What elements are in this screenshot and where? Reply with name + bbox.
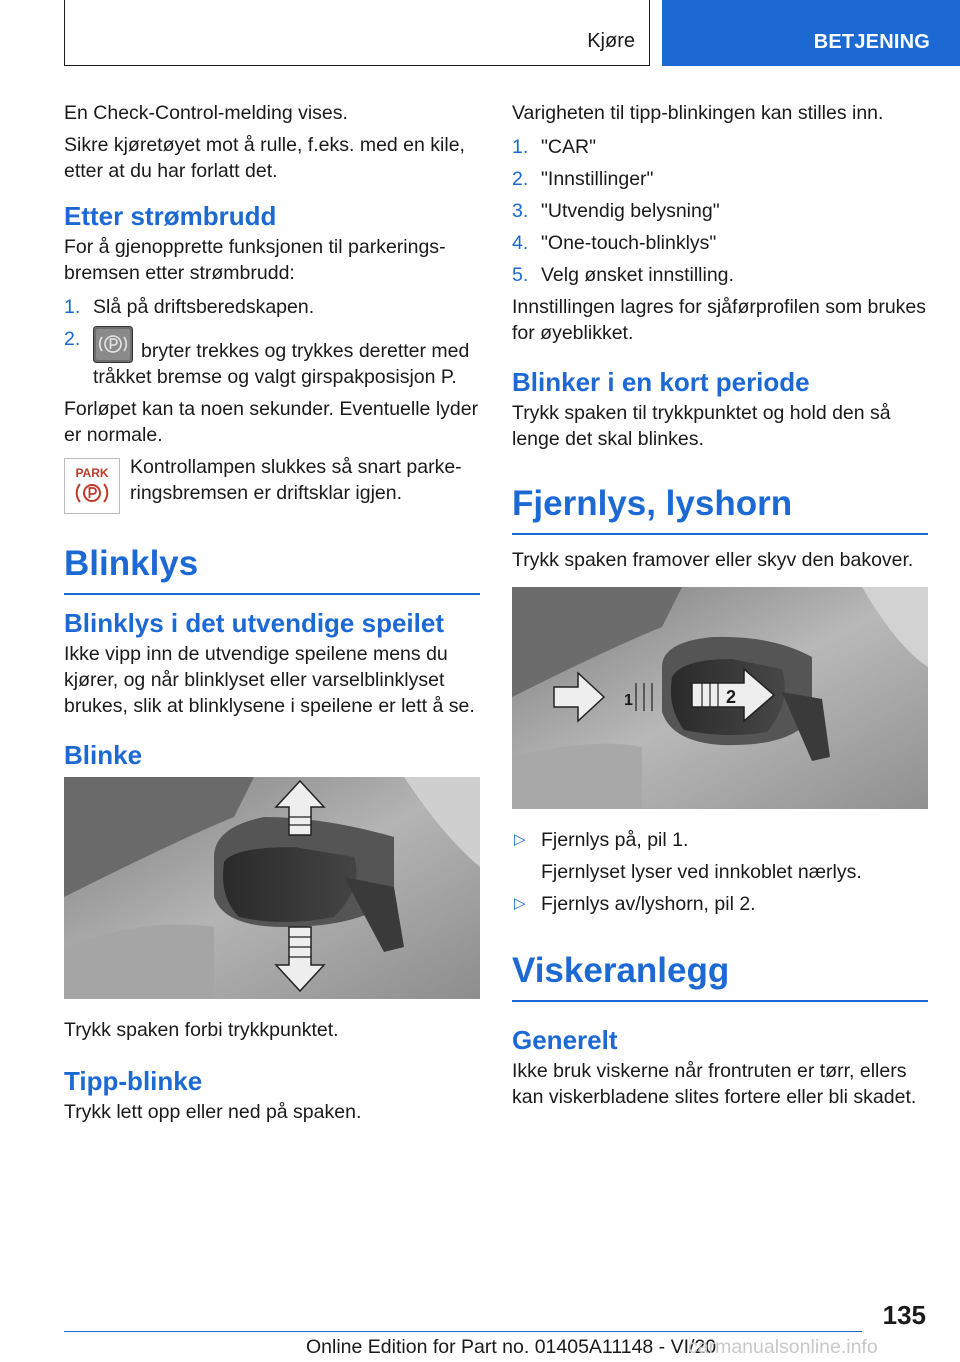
step-number: 3. [512,200,529,222]
right-column [512,100,928,1116]
paragraph: Trykk lett opp eller ned på spaken. [64,1101,362,1123]
step-number: 1. [64,296,81,318]
paragraph: Ikke vipp inn de utvendige speilene mens du kjører, og når blinklyset eller varselblinklyset brukes, slik at blinklysene i speilene er lett å se. [64,643,475,717]
step-number: 4. [512,232,529,254]
arrow-2-label: 2 [726,687,737,707]
list-item [64,326,480,390]
step-number: 2. [512,168,529,190]
bullet-text: Fjernlys på, pil 1. [541,829,689,851]
heading-general: Generelt [512,1025,618,1055]
list-item [512,891,928,917]
indicator-notice [64,458,480,514]
turn-signal-lever-photo [64,777,480,999]
heading-mirror-signals: Blinklys i det utvendige speilet [64,608,444,638]
section-title: BETJENING [813,31,930,53]
paragraph: Sikre kjøretøyet mot å rulle, f.eks. med en kile, etter at du har forlatt det. [64,134,465,182]
list-item [64,294,480,320]
park-label: PARK [75,466,109,480]
page-number: 135 [882,1300,926,1330]
paragraph: Trykk spaken forbi trykkpunktet. [64,1019,339,1041]
chapter-title: Kjøre [587,30,635,52]
step-text: "Utvendig belysning" [541,200,720,222]
high-beam-bullets [512,827,928,853]
arrow-1-label: 1 [624,692,633,709]
step-text: "One-touch-blinklys" [541,232,717,254]
edition-text: Online Edition for Part no. 01405A11148 - VI/20 [306,1336,717,1358]
triangle-bullet-icon: ▷ [514,895,526,912]
high-beam-lever-photo [512,587,928,809]
bullet-subtext: Fjernlyset lyser ved innkoblet nærlys. [541,861,862,883]
step-number: 5. [512,264,529,286]
header-chapter-box [64,0,650,66]
paragraph: En Check-Control-melding vises. [64,102,348,124]
power-steps-list [64,294,480,390]
notice-text: Kontrollampen slukkes så snart parkeringsbremsen er driftsklar igjen. [130,456,462,504]
high-beam-bullets [512,891,928,917]
paragraph: For å gjenopprette funksjonen til parkeringsbremsen etter strømbrudd: [64,236,446,284]
setting-steps-list [512,134,928,288]
heading-blink: Blinke [64,740,143,770]
footer-divider [64,1331,862,1332]
heading-high-beam: Fjernlys, lyshorn [512,482,928,535]
paragraph: Trykk spaken til trykkpunktet og hold den så lenge det skal blinkes. [512,402,891,450]
bullet-text: Fjernlys av/lyshorn, pil 2. [541,893,756,915]
step-number: 2. [64,328,81,350]
list-item [512,262,928,288]
heading-short-blink: Blinker i en kort periode [512,367,810,397]
heading-tap-blink: Tipp-blinke [64,1066,203,1096]
left-column [64,100,480,1131]
header-section-box [662,0,960,66]
step-text: bryter trekkes og trykkes deretter med tråkket bremse og valgt girspakposisjon P. [93,340,470,388]
list-item [512,166,928,192]
watermark: carmanualsonline.info [688,1336,878,1358]
step-text: "Innstillinger" [541,168,654,190]
paragraph: Varigheten til tipp-blinkingen kan stilles inn. [512,102,884,124]
triangle-bullet-icon: ▷ [514,831,526,848]
step-text: Velg ønsket innstilling. [541,264,734,286]
step-number: 1. [512,136,529,158]
list-item [512,230,928,256]
heading-wipers: Viskeranlegg [512,949,928,1002]
paragraph: Trykk spaken framover eller skyv den bakover. [512,549,914,571]
paragraph: Forløpet kan ta noen sekunder. Eventuelle lyder er normale. [64,398,479,446]
list-item [512,198,928,224]
heading-turn-signals: Blinklys [64,542,480,595]
heading-power-failure: Etter strømbrudd [64,201,277,231]
park-indicator-icon [64,458,120,514]
paragraph: Innstillingen lagres for sjåførprofilen som brukes for øyeblikket. [512,296,927,344]
step-text: Slå på driftsberedskapen. [93,296,315,318]
list-item [512,827,928,853]
paragraph: Ikke bruk viskerne når frontruten er tørr, ellers kan viskerbladene slites fortere eller bli skadet. [512,1060,917,1108]
list-item [512,134,928,160]
parking-brake-button-icon [93,326,133,363]
step-text: "CAR" [541,136,597,158]
